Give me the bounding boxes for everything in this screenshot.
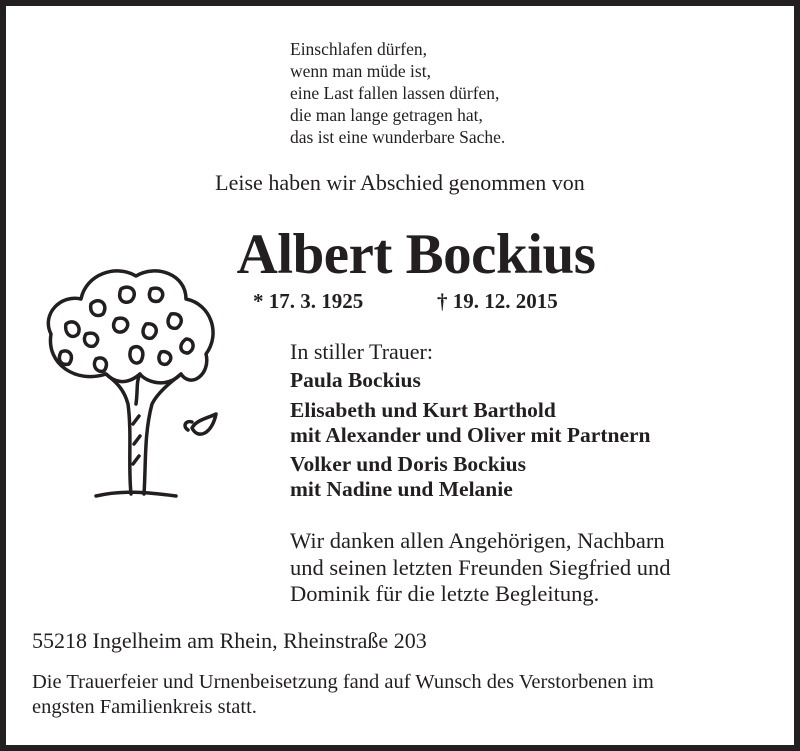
birth-date: * 17. 3. 1925 xyxy=(253,289,364,313)
poem xyxy=(290,38,505,148)
family-line: Paula Bockius xyxy=(290,368,421,392)
family-entry xyxy=(290,398,651,448)
poem-line: das ist eine wunderbare Sache. xyxy=(290,127,506,147)
tree-illustration-icon xyxy=(36,264,226,514)
thanks-text xyxy=(290,528,671,608)
family-entry xyxy=(290,368,421,393)
family-line: Elisabeth und Kurt Barthold xyxy=(290,398,556,422)
note-line: Die Trauerfeier und Urnenbeisetzung fand auf Wunsch des Verstorbenen im xyxy=(32,671,654,693)
poem-line: wenn man müde ist, xyxy=(290,61,431,81)
mourning-label: In stiller Trauer: xyxy=(290,339,433,364)
address: 55218 Ingelheim am Rhein, Rheinstraße 203 xyxy=(32,628,427,653)
death-date: † 19. 12. 2015 xyxy=(437,289,558,313)
poem-line: Einschlafen dürfen, xyxy=(290,39,428,59)
poem-line: eine Last fallen lassen dürfen, xyxy=(290,83,500,103)
family-line: mit Alexander und Oliver mit Partnern xyxy=(290,423,651,447)
family-entry xyxy=(290,452,526,502)
thanks-line: Dominik für die letzte Begleitung. xyxy=(290,581,600,606)
funeral-note xyxy=(32,670,654,720)
thanks-line: Wir danken allen Angehörigen, Nachbarn xyxy=(290,528,665,553)
intro-text: Leise haben wir Abschied genommen von xyxy=(215,170,585,195)
note-line: engsten Familienkreis statt. xyxy=(32,696,257,718)
family-line: Volker und Doris Bockius xyxy=(290,452,526,476)
family-line: mit Nadine und Melanie xyxy=(290,477,513,501)
thanks-line: und seinen letzten Freunden Siegfried und xyxy=(290,554,671,580)
poem-line: die man lange getragen hat, xyxy=(290,105,483,125)
deceased-name: Albert Bockius xyxy=(236,223,596,286)
